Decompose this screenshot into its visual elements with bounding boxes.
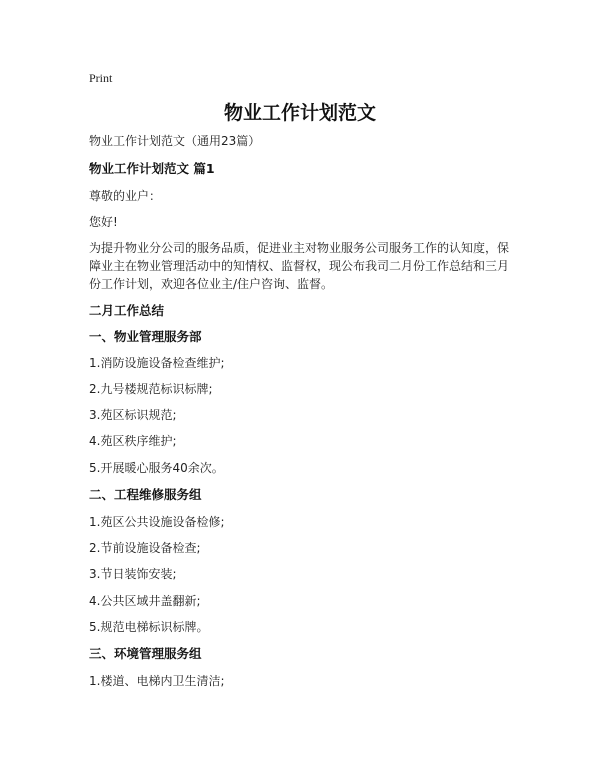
section-heading: 物业工作计划范文 篇1: [89, 161, 215, 176]
intro-paragraph: 为提升物业分公司的服务品质，促进业主对物业服务公司服务工作的认知度，保障业主在物业管理活动中的知情权、监督权，现公布我司二月份工作总结和三月份工作计划，欢迎各位业主/住户咨询、监督。: [89, 241, 510, 291]
summary-heading: 二月工作总结: [89, 303, 165, 318]
greeting: 尊敬的业户：: [89, 189, 162, 203]
list-item: 5.规范电梯标识标牌。: [89, 620, 209, 634]
list-item: 5.开展暖心服务40余次。: [89, 461, 224, 475]
list-item: 2.九号楼规范标识标牌;: [89, 382, 213, 396]
list-item: 1.消防设施设备检查维护;: [89, 356, 225, 370]
hello-text: 您好!: [89, 215, 118, 229]
dept2-heading: 二、工程维修服务组: [89, 487, 202, 502]
list-item: 3.苑区标识规范;: [89, 408, 177, 422]
list-item: 2.节前设施设备检查;: [89, 541, 201, 555]
list-item: 3.节日装饰安装;: [89, 567, 177, 581]
document-subtitle: 物业工作计划范文（通用23篇）: [89, 134, 261, 148]
dept3-heading: 三、环境管理服务组: [89, 646, 202, 661]
list-item: 4.公共区域井盖翻新;: [89, 594, 201, 608]
print-label[interactable]: Print: [89, 71, 113, 85]
list-item: 1.苑区公共设施设备检修;: [89, 515, 225, 529]
dept1-heading: 一、物业管理服务部: [89, 329, 202, 344]
list-item: 4.苑区秩序维护;: [89, 434, 177, 448]
document-title: 物业工作计划范文: [223, 102, 376, 124]
list-item: 1.楼道、电梯内卫生清洁;: [89, 674, 225, 688]
